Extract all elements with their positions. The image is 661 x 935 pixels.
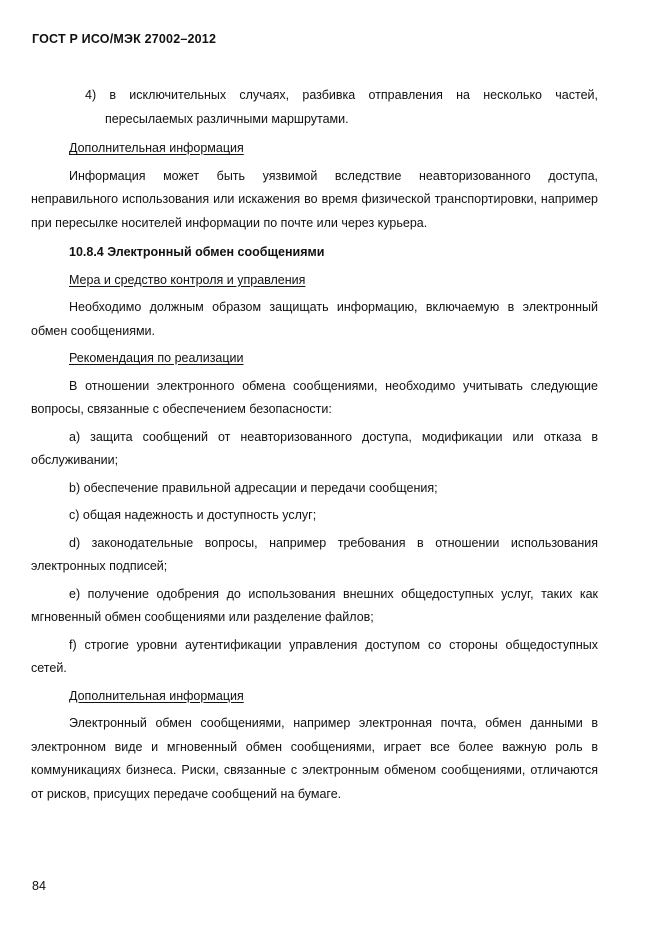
document-header: ГОСТ Р ИСО/МЭК 27002–2012 — [32, 32, 217, 46]
list-item-e: e) получение одобрения до использования внешних общедоступных услуг, таких как мгновенный обмен сообщениями или разделение файлов; — [31, 586, 598, 624]
paragraph-info-vulnerability: Информация может быть уязвимой вследствие неавторизованного доступа, неправильного использования или искажения во время физической транспортировки, например при пересылке носителей информации по почте или через курьера. — [31, 168, 598, 230]
list-item-d: d) законодательные вопросы, например требования в отношении использования электронных подписей; — [31, 535, 598, 573]
list-item-4: 4) в исключительных случаях, разбивка отправления на несколько частей, пересылаемых различными маршрутами. — [85, 88, 598, 126]
subheading-additional-info-1: Дополнительная информация — [69, 141, 244, 155]
paragraph-messaging-risks: Электронный обмен сообщениями, например электронная почта, обмен данными в электронном виде и мгновенный обмен сообщениями, играет все более важную роль в коммуникациях бизнеса. Риски, связанные с электронным обменом сообщениями, отличаются от рисков, присущих передаче сообщений на бумаге. — [31, 716, 598, 801]
subheading-implementation: Рекомендация по реализации — [69, 351, 244, 365]
paragraph-implementation: В отношении электронного обмена сообщениями, необходимо учитывать следующие вопросы, связанные с обеспечением безопасности: — [31, 378, 598, 416]
paragraph-control: Необходимо должным образом защищать информацию, включаемую в электронный обмен сообщениями. — [31, 300, 598, 338]
list-item-a: a) защита сообщений от неавторизованного доступа, модификации или отказа в обслуживании; — [31, 429, 598, 467]
list-item-f: f) строгие уровни аутентификации управления доступом со стороны общедоступных сетей. — [31, 637, 598, 675]
subheading-additional-info-2: Дополнительная информация — [69, 688, 244, 703]
list-item-b: b) обеспечение правильной адресации и передачи сообщения; — [69, 480, 438, 495]
list-item-c: c) общая надежность и доступность услуг; — [69, 508, 317, 522]
subheading-control: Мера и средство контроля и управления — [69, 272, 306, 287]
page-number: 84 — [32, 879, 46, 893]
page-body — [31, 84, 598, 806]
section-heading-10-8-4: 10.8.4 Электронный обмен сообщениями — [69, 245, 325, 259]
